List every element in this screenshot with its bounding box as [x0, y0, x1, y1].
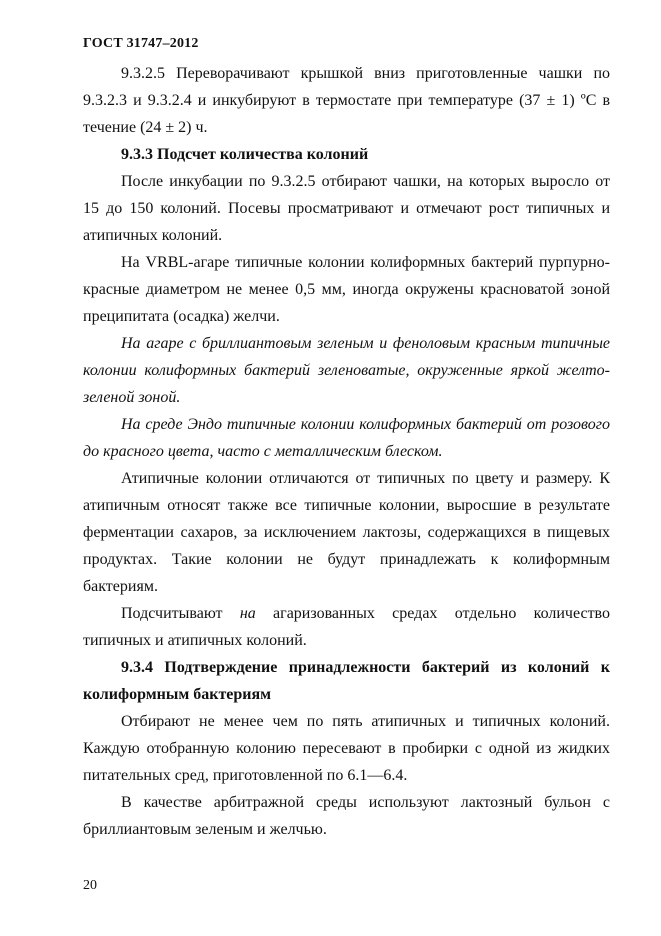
- paragraph-9-3-2-5: 9.3.2.5 Переворачивают крышкой вниз приготовленные чашки по 9.3.2.3 и 9.3.2.4 и инкубируют в термостате при температуре (37 ± 1) ºС в течение (24 ± 2) ч.: [83, 65, 610, 136]
- count-text-end: агаризованных средах отдельно количество типичных и атипичных колоний.: [83, 605, 611, 649]
- paragraph-brilliant-green-agar: На агаре с бриллиантовым зеленым и феноловым красным типичные колонии колиформных бактерий зеленоватые, окруженные яркой желто-зеленой зоной.: [83, 335, 610, 406]
- count-text-start: Подсчитывают: [121, 605, 240, 622]
- section-heading-9-3-4: 9.3.4 Подтверждение принадлежности бактерий из колоний к колиформным бактериям: [83, 659, 610, 703]
- page-content: [83, 60, 610, 843]
- count-text-italic: на: [239, 605, 256, 622]
- paragraph-arbitration-medium: В качестве арбитражной среды используют лактозный бульон с бриллиантовым зеленым и желчью.: [83, 794, 610, 838]
- paragraph-select-colonies: Отбирают не менее чем по пять атипичных и типичных колоний. Каждую отобранную колонию пересевают в пробирки с одной из жидких питательных сред, приготовленной по 6.1—6.4.: [83, 713, 610, 784]
- paragraph-count-colonies: [83, 600, 610, 654]
- paragraph-vrbl-agar: На VRBL-агаре типичные колонии колиформных бактерий пурпурно-красные диаметром не менее 0,5 мм, иногда окружены красноватой зоной преципитата (осадка) желчи.: [83, 254, 610, 325]
- document-header: ГОСТ 31747–2012: [83, 36, 199, 51]
- section-heading-9-3-3: 9.3.3 Подсчет количества колоний: [121, 146, 369, 163]
- paragraph-incubation: После инкубации по 9.3.2.5 отбирают чашки, на которых выросло от 15 до 150 колоний. Посевы просматривают и отмечают рост типичных и атипичных колоний.: [83, 173, 610, 244]
- paragraph-atypical-colonies: Атипичные колонии отличаются от типичных по цвету и размеру. К атипичным относят также все типичные колонии, выросшие в результате ферментации сахаров, за исключением лактозы, содержащихся в пищевых продуктах. Такие колонии не будут принадлежать к колиформным бактериям.: [83, 470, 610, 595]
- page-number: 20: [83, 878, 97, 893]
- paragraph-endo-medium: На среде Эндо типичные колонии колиформных бактерий от розового до красного цвета, часто с металлическим блеском.: [83, 416, 610, 460]
